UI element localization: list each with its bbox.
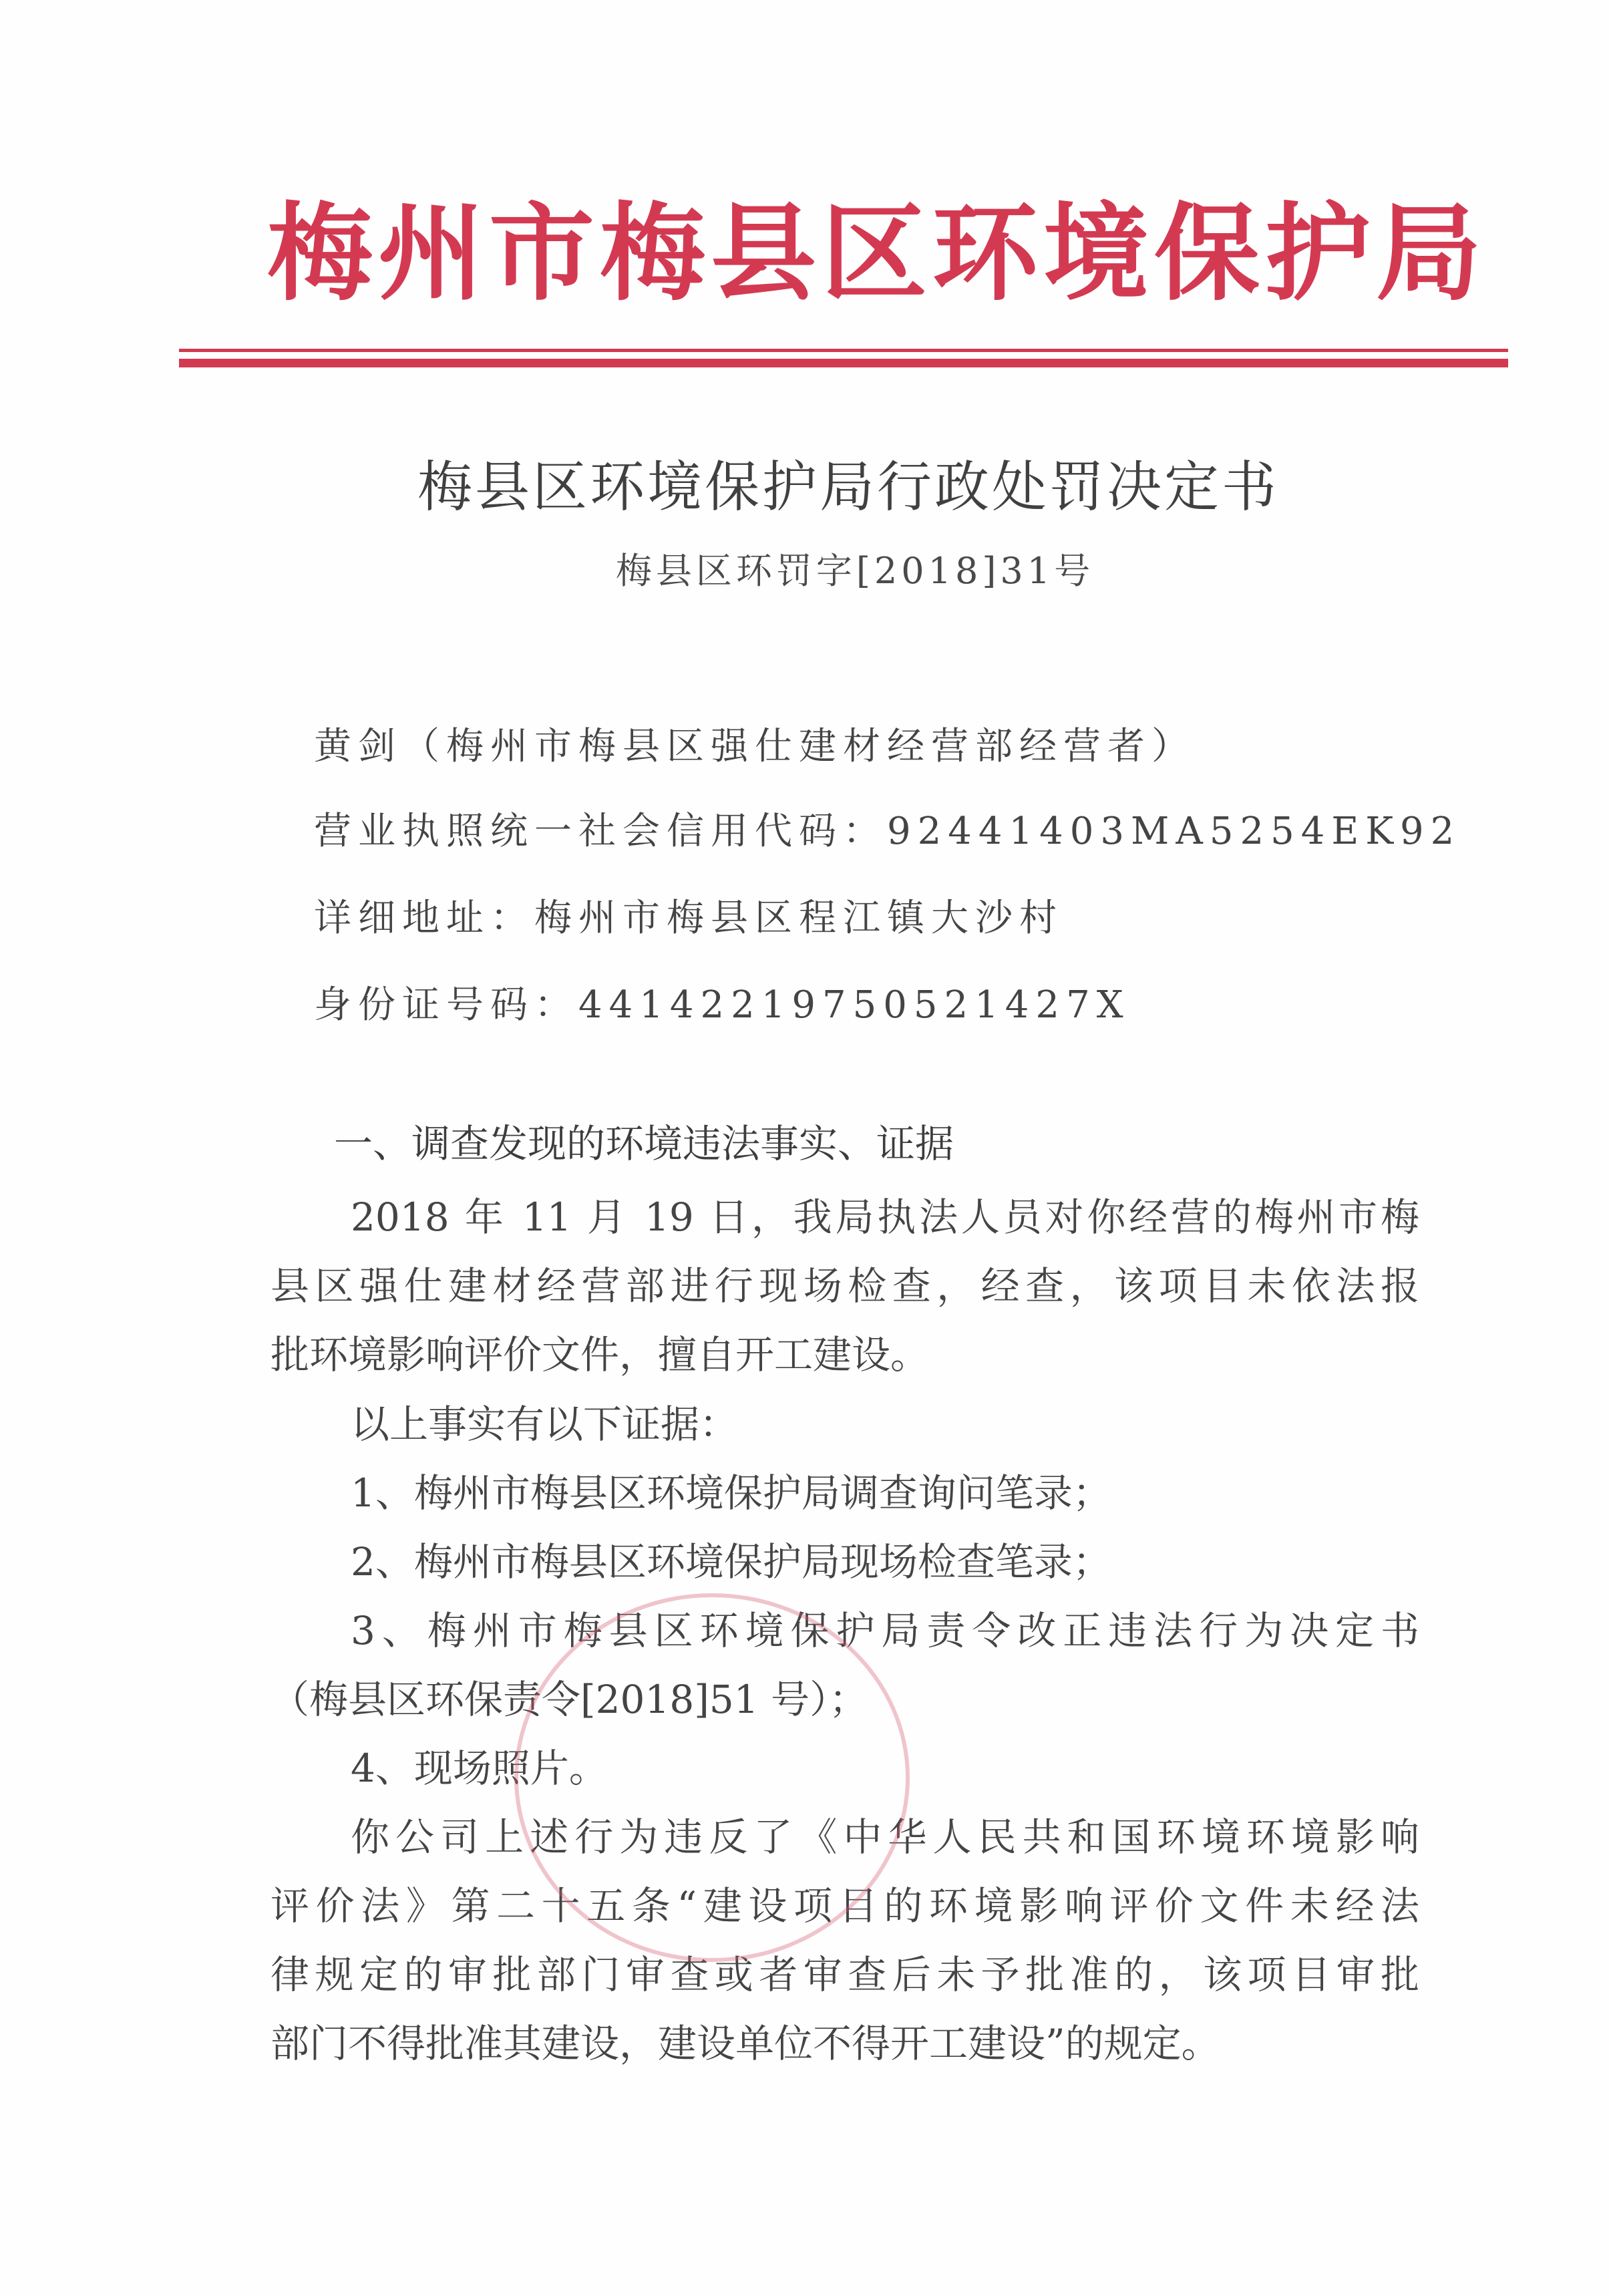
party-name: 黄剑（梅州市梅县区强仕建材经营部经营者） (314, 725, 1196, 768)
party-address: 详细地址：梅州市梅县区程江镇大沙村 (314, 896, 1063, 940)
masthead-org-name (267, 192, 1487, 315)
document-title: 梅县区环境保护局行政处罚决定书 (417, 456, 1279, 519)
masthead-char: 梅 (600, 192, 711, 315)
evidence-item: 2、梅州市梅县区环境保护局现场检查笔录； (351, 1539, 1111, 1585)
party-id-number: 身份证号码：44142219750521427X (314, 983, 1130, 1027)
violation-line: 评价法》第二十五条“建设项目的环境影响评价文件未经法 (271, 1883, 1419, 1929)
evidence-intro: 以上事实有以下证据： (351, 1402, 739, 1447)
evidence-item: 4、现场照片。 (351, 1746, 608, 1791)
masthead-char: 县 (711, 192, 822, 315)
masthead-char: 保 (1154, 192, 1265, 315)
masthead-char: 环 (932, 192, 1043, 315)
facts-line: 2018 年 11 月 19 日，我局执法人员对你经营的梅州市梅 (351, 1194, 1419, 1240)
masthead-char: 局 (1376, 192, 1487, 315)
masthead-char: 州 (378, 192, 489, 315)
evidence-item: 1、梅州市梅县区环境保护局调查询问笔录； (351, 1470, 1111, 1516)
masthead-char: 梅 (267, 192, 378, 315)
masthead-char: 境 (1043, 192, 1154, 315)
masthead-char: 护 (1265, 192, 1376, 315)
masthead-rule-thick (179, 359, 1508, 367)
evidence-item-continued: （梅县区环保责令[2018]51 号）； (271, 1677, 868, 1722)
section-heading: 一、调查发现的环境违法事实、证据 (334, 1121, 954, 1166)
facts-line: 批环境影响评价文件，擅自开工建设。 (271, 1332, 930, 1377)
evidence-item: 3、梅州市梅县区环境保护局责令改正违法行为决定书 (351, 1608, 1419, 1653)
facts-line: 县区强仕建材经营部进行现场检查，经查，该项目未依法报 (271, 1263, 1419, 1309)
document-number: 梅县区环罚字[2018]31号 (615, 550, 1095, 592)
violation-line: 你公司上述行为违反了《中华人民共和国环境环境影响 (351, 1814, 1419, 1860)
masthead-rule-thin (179, 349, 1508, 352)
masthead-char: 区 (822, 192, 932, 315)
violation-line: 律规定的审批部门审查或者审查后未予批准的，该项目审批 (271, 1952, 1419, 1997)
violation-line: 部门不得批准其建设，建设单位不得开工建设”的规定。 (271, 2021, 1220, 2066)
party-credit-code: 营业执照统一社会信用代码：92441403MA5254EK92 (314, 810, 1461, 853)
masthead-char: 市 (489, 192, 600, 315)
